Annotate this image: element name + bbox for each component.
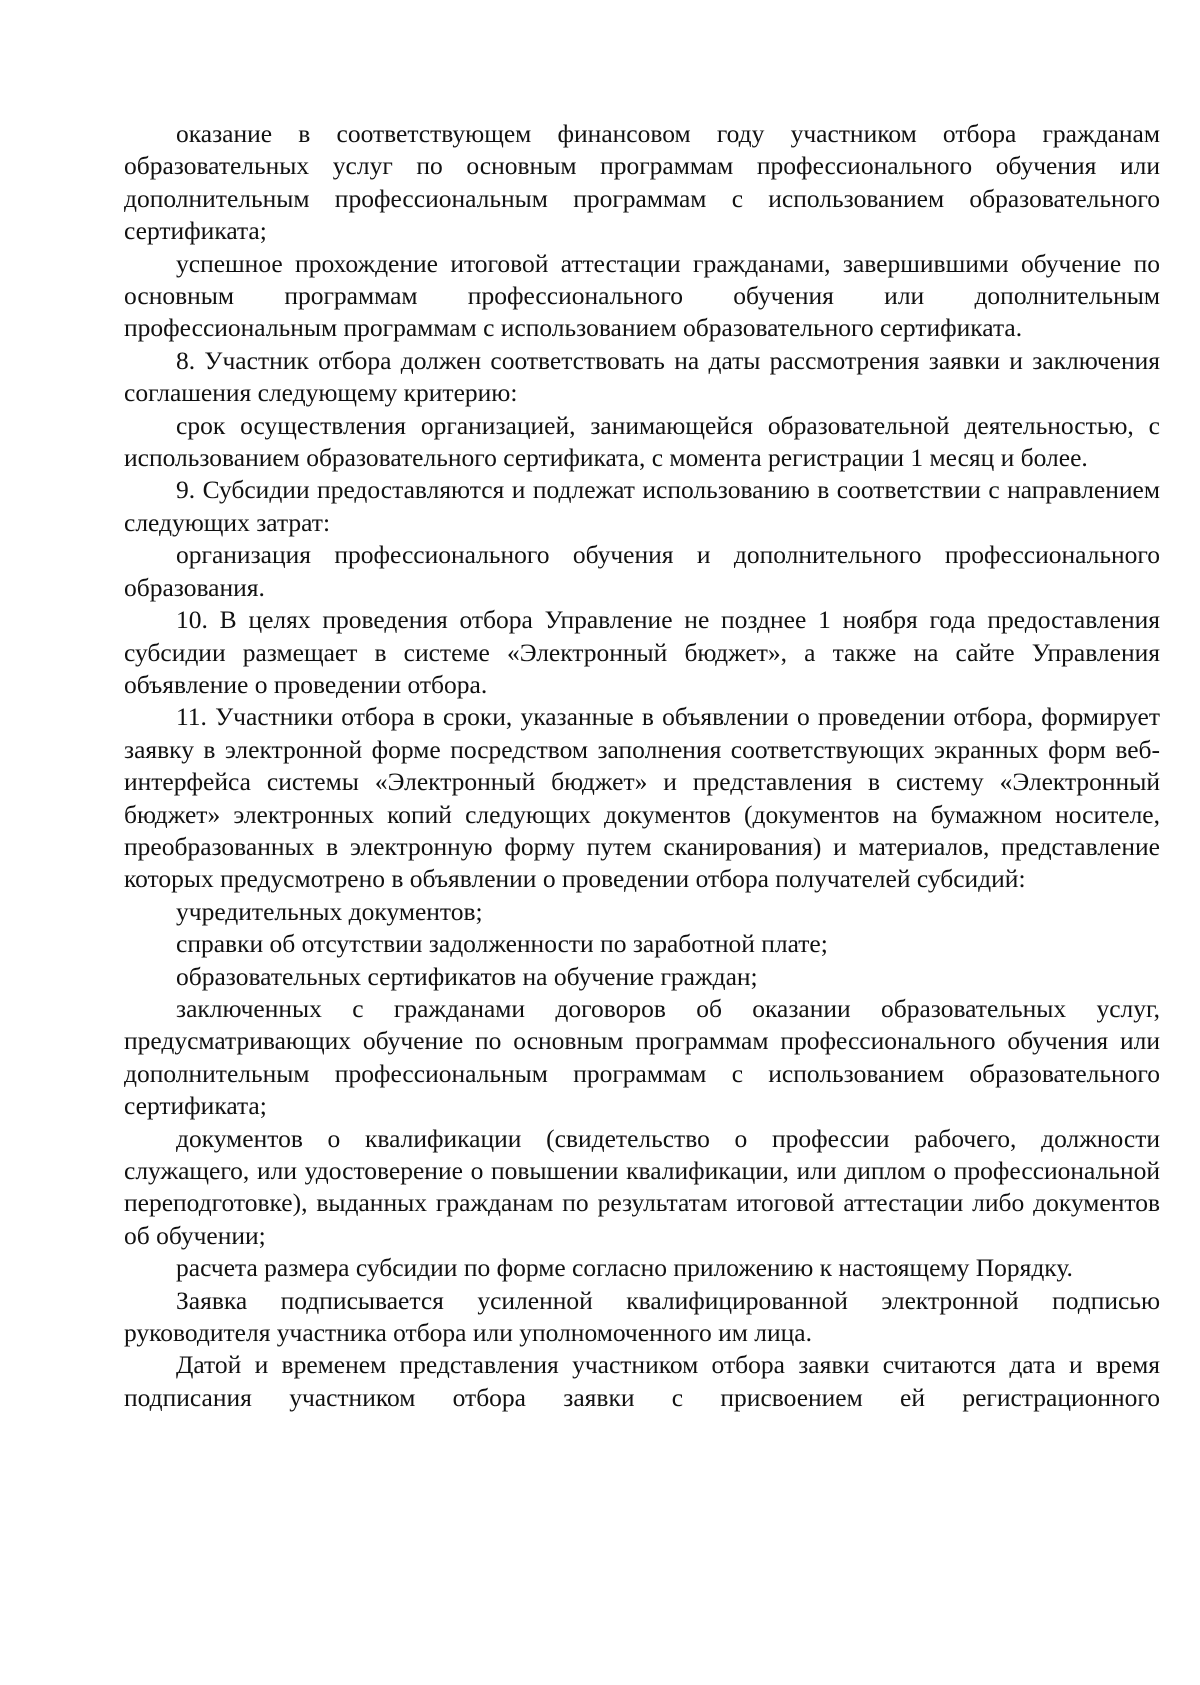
paragraph: срок осуществления организацией, занимающейся образовательной деятельностью, с использованием образовательного сертификата, с момента регистрации 1 месяц и более. xyxy=(124,410,1160,473)
list-item: справки об отсутствии задолженности по заработной плате; xyxy=(176,929,828,959)
list-item: документов о квалификации (свидетельство о профессии рабочего, должности служащего, или удостоверение о повышении квалификации, или диплом о профессиональной переподготовке), выданных гражданам по результатам итоговой аттестации либо документов об обучении; xyxy=(124,1123,1160,1250)
list-item: образовательных сертификатов на обучение граждан; xyxy=(176,961,758,991)
paragraph: 11. Участники отбора в сроки, указанные в объявлении о проведении отбора, формирует заявку в электронной форме посредством заполнения соответствующих экранных форм веб-интерфейса системы «Электронный бюджет» и представления в систему «Электронный бюджет» электронных копий следующих документов (документов на бумажном носителе, преобразованных в электронную форму путем сканирования) и материалов, представление которых предусмотрено в объявлении о проведении отбора получателей субсидий: xyxy=(124,702,1160,894)
paragraph: Датой и временем представления участником отбора заявки считаются дата и время подписания участником отбора заявки с присвоением ей регистрационного xyxy=(124,1350,1160,1412)
paragraph: оказание в соответствующем финансовом году участником отбора гражданам образовательных услуг по основным программам профессионального обучения или дополнительным профессиональным программам с использованием образовательного сертификата; xyxy=(124,119,1160,246)
list-item: расчета размера субсидии по форме согласно приложению к настоящему Порядку. xyxy=(176,1253,1073,1283)
paragraph: 9. Субсидии предоставляются и подлежат использованию в соответствии с направлением следующих затрат: xyxy=(124,475,1160,537)
paragraph: Заявка подписывается усиленной квалифицированной электронной подписью руководителя участника отбора или уполномоченного им лица. xyxy=(124,1285,1160,1348)
paragraph: успешное прохождение итоговой аттестации гражданами, завершившими обучение по основным программам профессионального обучения или дополнительным профессиональным программам с использованием образовательного сертификата. xyxy=(124,248,1160,343)
paragraph: 8. Участник отбора должен соответствовать на даты рассмотрения заявки и заключения соглашения следующему критерию: xyxy=(124,345,1160,408)
list-item: учредительных документов; xyxy=(176,896,483,926)
document-body xyxy=(124,118,1160,1414)
list-item: заключенных с гражданами договоров об оказании образовательных услуг, предусматривающих обучение по основным программам профессионального обучения или дополнительным профессиональным программам с использованием образовательного сертификата; xyxy=(124,993,1160,1121)
paragraph: 10. В целях проведения отбора Управление не позднее 1 ноября года предоставления субсидии размещает в системе «Электронный бюджет», а также на сайте Управления объявление о проведении отбора. xyxy=(124,605,1160,699)
paragraph: организация профессионального обучения и дополнительного профессионального образования. xyxy=(124,540,1160,602)
